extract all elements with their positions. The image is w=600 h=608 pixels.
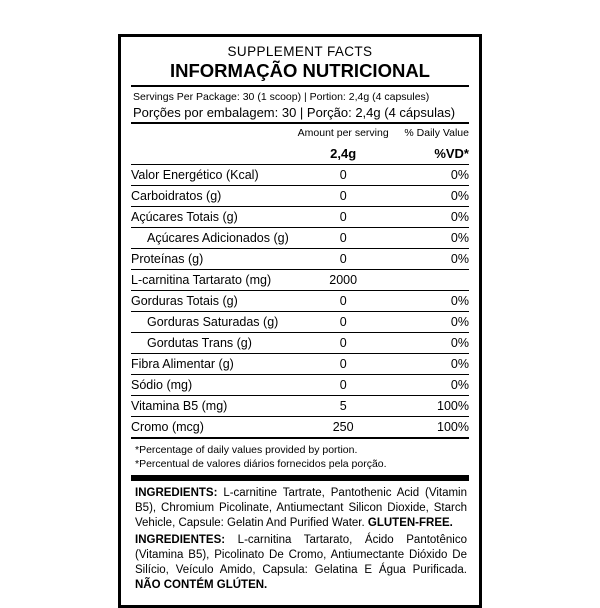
ingredients-english: [135, 486, 467, 531]
row-amount: 2000: [289, 270, 398, 291]
header-amount-value: 2,4g: [330, 146, 357, 161]
row-nutrient: Sódio (mg): [131, 375, 289, 396]
row-nutrient: Açúcares Totais (g): [131, 207, 289, 228]
servings-block: [131, 87, 469, 122]
row-nutrient: Valor Energético (Kcal): [131, 165, 289, 186]
row-dv: 0%: [398, 312, 469, 333]
row-nutrient: L-carnitina Tartarato (mg): [131, 270, 289, 291]
row-nutrient: Proteínas (g): [131, 249, 289, 270]
row-dv: 0%: [398, 333, 469, 354]
row-nutrient: Vitamina B5 (mg): [131, 396, 289, 417]
nutrition-table: [131, 124, 469, 437]
nutrition-table-body: [131, 124, 469, 437]
row-amount: 250: [289, 417, 398, 438]
row-nutrient: Carboidratos (g): [131, 186, 289, 207]
table-row: [131, 375, 469, 396]
table-row: [131, 270, 469, 291]
table-header-values-row: [131, 143, 469, 165]
table-row: [131, 291, 469, 312]
title-portuguese: INFORMAÇÃO NUTRICIONAL: [169, 60, 430, 81]
row-amount: 0: [289, 228, 398, 249]
table-row: [131, 186, 469, 207]
row-dv: [398, 270, 469, 291]
row-amount: 0: [289, 165, 398, 186]
row-nutrient: Açúcares Adicionados (g): [131, 228, 289, 249]
footnote-english: *Percentage of daily values provided by portion.: [135, 444, 358, 456]
supplement-facts-panel: [118, 34, 482, 608]
table-row: [131, 417, 469, 438]
table-row: [131, 228, 469, 249]
ingredients-portuguese-text: L-carnitina Tartarato, Ácido Pantotênico (Vitamina B5), Picolinato De Cromo, Antiumectante Dióxido De Silício, Veículo Amido, Capsula: Gelatina E Água Purificada.: [135, 534, 467, 576]
table-row: [131, 354, 469, 375]
row-dv: 0%: [398, 207, 469, 228]
ingredients-portuguese: [135, 533, 467, 593]
row-nutrient: Cromo (mcg): [131, 417, 289, 438]
row-nutrient: Gorduras Saturadas (g): [131, 312, 289, 333]
table-row: [131, 207, 469, 228]
ingredients-english-text: L-carnitine Tartrate, Pantothenic Acid (Vitamin B5), Chromium Picolinate, Antiumectant Silicon Dioxide, Starch Vehicle, Capsule: Gelatin And Purified Water.: [135, 487, 467, 529]
footnote-portuguese: *Percentual de valores diários fornecidos pela porção.: [135, 458, 387, 470]
row-dv: 0%: [398, 249, 469, 270]
ingredients-portuguese-label: INGREDIENTES:: [135, 534, 226, 546]
row-amount: 0: [289, 186, 398, 207]
title-english: SUPPLEMENT FACTS: [227, 44, 373, 59]
row-dv: 100%: [398, 396, 469, 417]
row-amount: 0: [289, 333, 398, 354]
row-nutrient: Fibra Alimentar (g): [131, 354, 289, 375]
row-amount: 0: [289, 291, 398, 312]
table-row: [131, 165, 469, 186]
header-dv-value: %VD*: [434, 146, 469, 161]
row-amount: 0: [289, 375, 398, 396]
row-dv: 100%: [398, 417, 469, 438]
row-dv: 0%: [398, 375, 469, 396]
table-row: [131, 396, 469, 417]
row-dv: 0%: [398, 228, 469, 249]
header-spacer: [131, 124, 289, 143]
row-dv: 0%: [398, 165, 469, 186]
row-amount: 0: [289, 354, 398, 375]
row-nutrient: Gorduras Totais (g): [131, 291, 289, 312]
servings-portuguese: Porções por embalagem: 30 | Porção: 2,4g (4 cápsulas): [133, 105, 456, 120]
table-header-row: [131, 124, 469, 143]
footnotes-block: [131, 439, 469, 475]
header-amount-label: Amount per serving: [297, 127, 389, 139]
row-dv: 0%: [398, 354, 469, 375]
header-values-spacer: [131, 143, 289, 165]
row-amount: 5: [289, 396, 398, 417]
table-row: [131, 249, 469, 270]
table-row: [131, 312, 469, 333]
header-dv-label: % Daily Value: [404, 127, 469, 139]
ingredients-block: [131, 481, 469, 597]
ingredients-english-label: INGREDIENTS:: [135, 487, 218, 499]
sem-gluten-badge: NÃO CONTÉM GLÚTEN.: [135, 579, 268, 591]
table-row: [131, 333, 469, 354]
row-amount: 0: [289, 312, 398, 333]
row-dv: 0%: [398, 291, 469, 312]
row-amount: 0: [289, 207, 398, 228]
row-amount: 0: [289, 249, 398, 270]
row-dv: 0%: [398, 186, 469, 207]
servings-english: Servings Per Package: 30 (1 scoop) | Portion: 2,4g (4 capsules): [133, 91, 430, 103]
gluten-free-badge: GLUTEN-FREE.: [367, 517, 453, 529]
row-nutrient: Gordutas Trans (g): [131, 333, 289, 354]
